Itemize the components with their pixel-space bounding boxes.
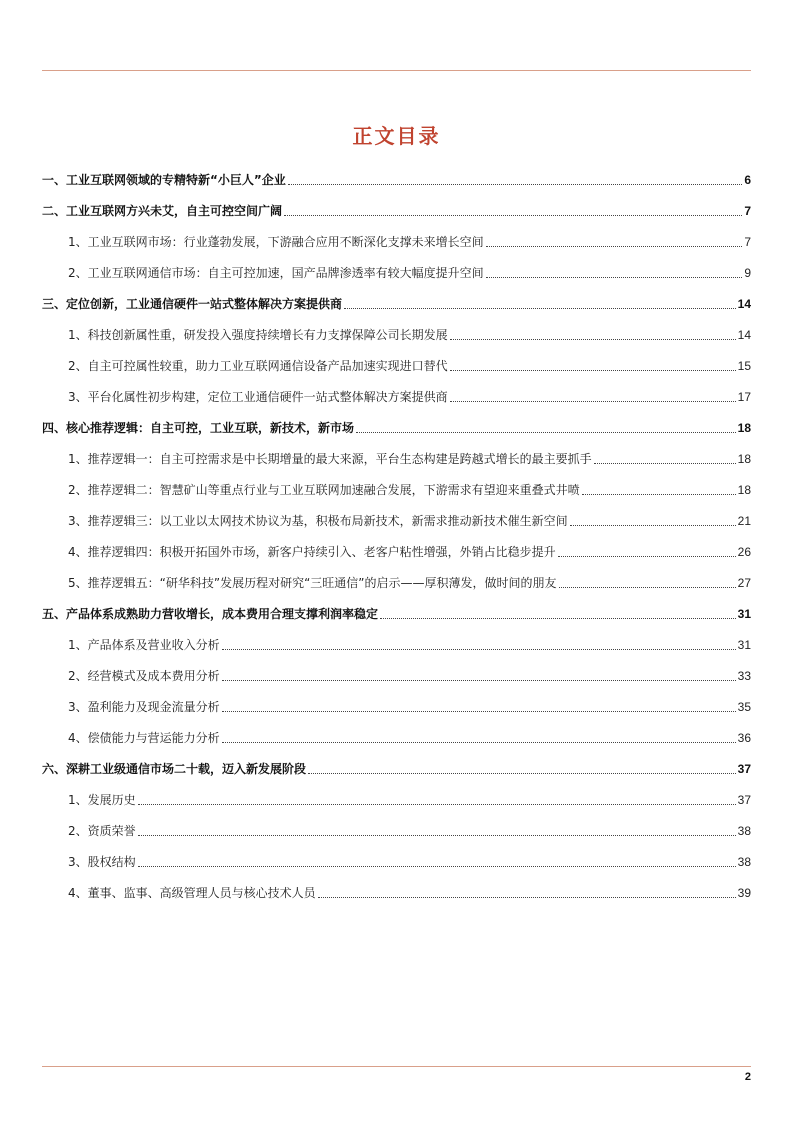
toc-section-entry[interactable] xyxy=(42,288,751,319)
toc-entry-page: 39 xyxy=(737,886,751,900)
toc-entry-page: 38 xyxy=(737,855,751,869)
toc-entry-page: 9 xyxy=(744,266,751,280)
toc-entry-page: 35 xyxy=(737,700,751,714)
toc-entry-title: 3、平台化属性初步构建，定位工业通信硬件一站式整体解决方案提供商 xyxy=(68,390,448,404)
toc-entry-page: 7 xyxy=(744,235,751,249)
toc-entry-page: 21 xyxy=(737,514,751,528)
toc-dot-leader xyxy=(486,277,743,278)
toc-dot-leader xyxy=(138,866,736,867)
toc-dot-leader xyxy=(450,401,736,402)
toc-subsection-entry[interactable] xyxy=(42,877,751,908)
toc-subsection-entry[interactable] xyxy=(42,257,751,288)
toc-dot-leader xyxy=(570,525,736,526)
toc-dot-leader xyxy=(450,339,736,340)
toc-entry-page: 33 xyxy=(737,669,751,683)
toc-entry-title: 3、盈利能力及现金流量分析 xyxy=(68,700,220,714)
toc-section-entry[interactable] xyxy=(42,412,751,443)
toc-entry-page: 14 xyxy=(737,297,751,311)
toc-entry-title: 1、发展历史 xyxy=(68,793,136,807)
toc-entry-title: 五、产品体系成熟助力营收增长，成本费用合理支撑利润率稳定 xyxy=(42,607,379,621)
toc-entry-title: 4、推荐逻辑四：积极开拓国外市场，新客户持续引入、老客户粘性增强，外销占比稳步提升 xyxy=(68,545,556,559)
toc-subsection-entry[interactable] xyxy=(42,381,751,412)
toc-dot-leader xyxy=(138,835,736,836)
toc-dot-leader xyxy=(356,432,736,433)
toc-entry-title: 4、偿债能力与营运能力分析 xyxy=(68,731,220,745)
toc-dot-leader xyxy=(318,897,736,898)
toc-entry-page: 18 xyxy=(737,421,751,435)
toc-entry-page: 36 xyxy=(737,731,751,745)
toc-entry-title: 2、推荐逻辑二：智慧矿山等重点行业与工业互联网加速融合发展，下游需求有望迎来重叠式井喷 xyxy=(68,483,580,497)
footer-rule xyxy=(42,1066,751,1067)
toc-entry-title: 3、股权结构 xyxy=(68,855,136,869)
toc-entry-title: 二、工业互联网方兴未艾，自主可控空间广阔 xyxy=(42,204,283,218)
toc-entry-page: 27 xyxy=(737,576,751,590)
toc-entry-title: 2、经营模式及成本费用分析 xyxy=(68,669,220,683)
toc-entry-title: 2、自主可控属性较重，助力工业互联网通信设备产品加速实现进口替代 xyxy=(68,359,448,373)
toc-subsection-entry[interactable] xyxy=(42,629,751,660)
toc-entry-page: 18 xyxy=(737,452,751,466)
toc-dot-leader xyxy=(222,711,736,712)
toc-dot-leader xyxy=(450,370,736,371)
toc-section-entry[interactable] xyxy=(42,195,751,226)
toc-entry-page: 17 xyxy=(737,390,751,404)
toc-entry-page: 31 xyxy=(737,607,751,621)
toc-entry-page: 15 xyxy=(737,359,751,373)
toc-entry-title: 3、推荐逻辑三：以工业以太网技术协议为基，积极布局新技术，新需求推动新技术催生新空间 xyxy=(68,514,568,528)
toc-dot-leader xyxy=(288,184,743,185)
toc-dot-leader xyxy=(486,246,743,247)
toc-subsection-entry[interactable] xyxy=(42,443,751,474)
toc-entry-title: 2、工业互联网通信市场：自主可控加速，国产品牌渗透率有较大幅度提升空间 xyxy=(68,266,484,280)
page-number: 2 xyxy=(744,1071,751,1083)
toc-entry-title: 4、董事、监事、高级管理人员与核心技术人员 xyxy=(68,886,316,900)
toc-dot-leader xyxy=(308,773,736,774)
toc-entry-title: 1、推荐逻辑一：自主可控需求是中长期增量的最大来源，平台生态构建是跨越式增长的最主要抓手 xyxy=(68,452,592,466)
toc-entry-page: 18 xyxy=(737,483,751,497)
toc-dot-leader xyxy=(558,556,736,557)
toc-dot-leader xyxy=(380,618,736,619)
toc-entry-page: 31 xyxy=(737,638,751,652)
toc-section-entry[interactable] xyxy=(42,598,751,629)
toc-dot-leader xyxy=(138,804,736,805)
header-rule xyxy=(42,70,751,71)
toc-entry-page: 38 xyxy=(737,824,751,838)
toc-entry-title: 六、深耕工业级通信市场二十载，迈入新发展阶段 xyxy=(42,762,307,776)
toc-dot-leader xyxy=(222,680,736,681)
toc-section-entry[interactable] xyxy=(42,164,751,195)
toc-subsection-entry[interactable] xyxy=(42,319,751,350)
toc-entry-title: 四、核心推荐逻辑：自主可控，工业互联，新技术，新市场 xyxy=(42,421,355,435)
toc-entry-page: 26 xyxy=(737,545,751,559)
page-title: 正文目录 xyxy=(352,124,441,148)
toc-entry-title: 1、工业互联网市场：行业蓬勃发展，下游融合应用不断深化支撑未来增长空间 xyxy=(68,235,484,249)
toc-entry-title: 一、工业互联网领域的专精特新“小巨人”企业 xyxy=(42,173,286,187)
toc-subsection-entry[interactable] xyxy=(42,505,751,536)
toc-subsection-entry[interactable] xyxy=(42,815,751,846)
toc-subsection-entry[interactable] xyxy=(42,846,751,877)
toc-entry-title: 1、科技创新属性重，研发投入强度持续增长有力支撑保障公司长期发展 xyxy=(68,328,448,342)
toc-dot-leader xyxy=(344,308,736,309)
toc-entry-title: 1、产品体系及营业收入分析 xyxy=(68,638,220,652)
toc-entry-title: 5、推荐逻辑五：“研华科技”发展历程对研究“三旺通信”的启示——厚积薄发，做时间的朋友 xyxy=(68,576,557,590)
toc-dot-leader xyxy=(594,463,736,464)
toc-entry-title: 2、资质荣誉 xyxy=(68,824,136,838)
toc-entry-page: 7 xyxy=(744,204,751,218)
toc-subsection-entry[interactable] xyxy=(42,474,751,505)
toc-entry-title: 三、定位创新，工业通信硬件一站式整体解决方案提供商 xyxy=(42,297,343,311)
toc-dot-leader xyxy=(222,649,736,650)
toc-entry-page: 37 xyxy=(737,762,751,776)
toc-subsection-entry[interactable] xyxy=(42,350,751,381)
toc-subsection-entry[interactable] xyxy=(42,567,751,598)
toc-entry-page: 6 xyxy=(744,173,751,187)
toc-subsection-entry[interactable] xyxy=(42,691,751,722)
toc-dot-leader xyxy=(284,215,742,216)
toc-dot-leader xyxy=(222,742,736,743)
toc-entry-page: 14 xyxy=(737,328,751,342)
toc-dot-leader xyxy=(559,587,736,588)
toc-subsection-entry[interactable] xyxy=(42,536,751,567)
toc-subsection-entry[interactable] xyxy=(42,660,751,691)
toc-dot-leader xyxy=(582,494,736,495)
toc-subsection-entry[interactable] xyxy=(42,784,751,815)
toc-section-entry[interactable] xyxy=(42,753,751,784)
toc-subsection-entry[interactable] xyxy=(42,722,751,753)
toc-entry-page: 37 xyxy=(737,793,751,807)
toc-subsection-entry[interactable] xyxy=(42,226,751,257)
table-of-contents xyxy=(42,164,751,908)
